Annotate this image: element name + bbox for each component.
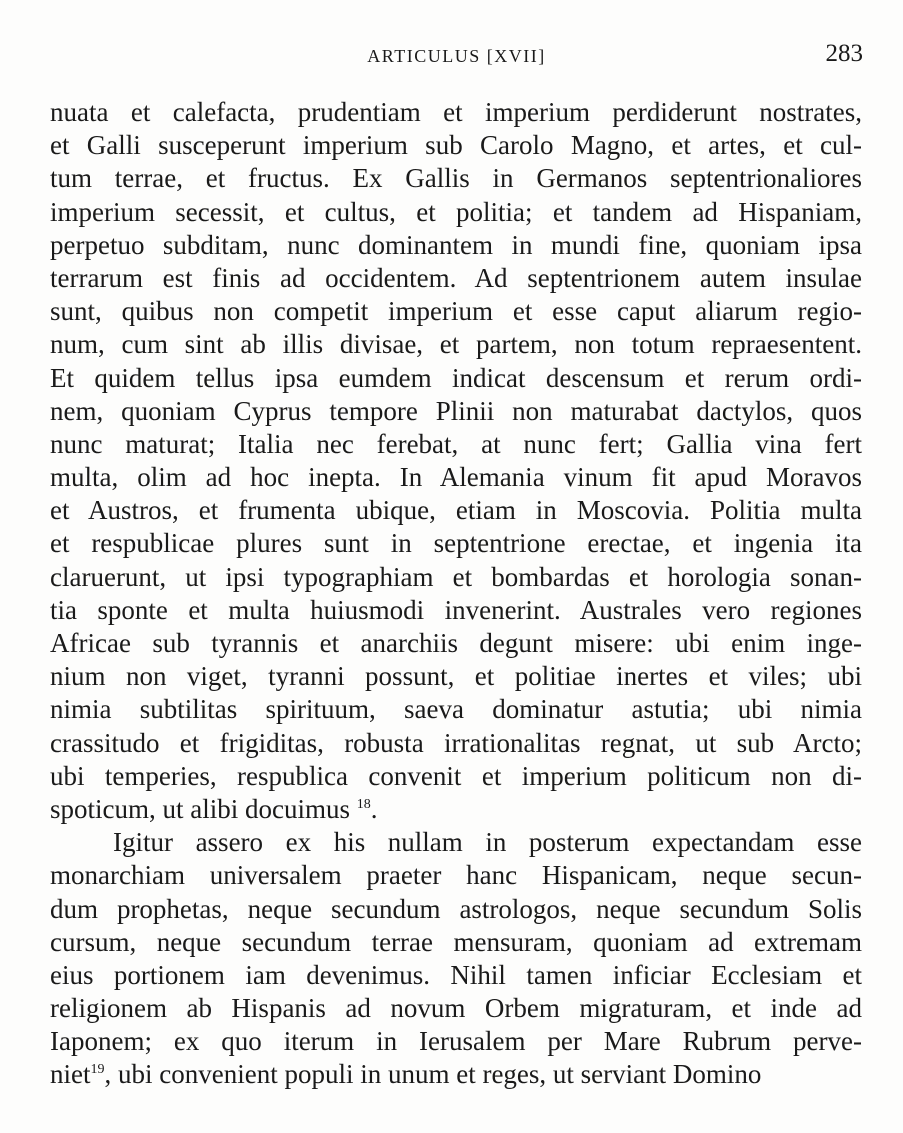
text-line: claruerunt, ut ipsi typographiam et bombardas et horologia sonan- bbox=[50, 561, 862, 592]
text-line: terrarum est finis ad occidentem. Ad septentrionem autem insulae bbox=[50, 262, 862, 293]
text-line: nium non viget, tyranni possunt, et politiae inertes et viles; ubi bbox=[50, 661, 862, 692]
text-line: tum terrae, et fructus. Ex Gallis in Germanos septentrionaliores bbox=[50, 163, 862, 194]
body-text bbox=[50, 96, 862, 1092]
text-line: et Galli susceperunt imperium sub Carolo Magno, et artes, et cul- bbox=[50, 130, 862, 161]
line-text: spoticum, ut alibi docuimus bbox=[50, 793, 350, 824]
paragraph-1 bbox=[50, 96, 862, 826]
footnote-ref-19: 19 bbox=[90, 1062, 105, 1078]
text-line: Et quidem tellus ipsa eumdem indicat descensum et rerum ordi- bbox=[50, 362, 862, 393]
text-line: et Austros, et frumenta ubique, etiam in Moscovia. Politia multa bbox=[50, 495, 862, 526]
line-rest: , ubi convenient populi in unum et reges, ut serviant Domino bbox=[104, 1059, 762, 1090]
text-line: crassitudo et frigiditas, robusta irrationalitas regnat, ut sub Arcto; bbox=[50, 727, 862, 758]
text-line-last bbox=[50, 1058, 862, 1091]
text-line: eius portionem iam devenimus. Nihil tamen inficiar Ecclesiam et bbox=[50, 959, 862, 990]
text-line-last bbox=[50, 793, 862, 826]
running-header bbox=[50, 40, 863, 70]
text-line: Africae sub tyrannis et anarchiis degunt misere: ubi enim inge- bbox=[50, 628, 862, 658]
text-line: nuata et calefacta, prudentiam et imperium perdiderunt nostrates, bbox=[50, 97, 862, 127]
footnote-ref-18: 18 bbox=[356, 796, 371, 812]
text-line: nem, quoniam Cyprus tempore Plinii non maturabat dactylos, quos bbox=[50, 395, 862, 426]
text-line: num, cum sint ab illis divisae, et partem, non totum repraesentent. bbox=[50, 329, 862, 360]
line-start: niet bbox=[50, 1059, 91, 1090]
line-end: . bbox=[370, 793, 378, 824]
text-line: et respublicae plures sunt in septentrione erectae, et ingenia ita bbox=[50, 528, 862, 559]
text-line: nimia subtilitas spirituum, saeva dominatur astutia; ubi nimia bbox=[50, 694, 862, 725]
text-line: multa, olim ad hoc inepta. In Alemania vinum fit apud Moravos bbox=[50, 462, 862, 493]
text-line: perpetuo subditam, nunc dominantem in mundi fine, quoniam ipsa bbox=[50, 229, 862, 260]
running-title: ARTICULUS [XVII] bbox=[367, 46, 546, 66]
text-line-first: Igitur assero ex his nullam in posterum expectandam esse bbox=[113, 827, 862, 858]
text-line: Iaponem; ex quo iterum in Ierusalem per Mare Rubrum perve- bbox=[50, 1026, 862, 1057]
text-line: nunc maturat; Italia nec ferebat, at nunc fert; Gallia vina fert bbox=[50, 428, 862, 459]
text-line: tia sponte et multa huiusmodi invenerint. Australes vero regiones bbox=[50, 594, 862, 625]
paragraph-2 bbox=[50, 826, 862, 1092]
text-line: religionem ab Hispanis ad novum Orbem migraturam, et inde ad bbox=[50, 993, 862, 1024]
text-line: cursum, neque secundum terrae mensuram, quoniam ad extremam bbox=[50, 926, 862, 957]
text-line: imperium secessit, et cultus, et politia; et tandem ad Hispaniam, bbox=[50, 196, 862, 227]
text-line: monarchiam universalem praeter hanc Hispanicam, neque secun- bbox=[50, 860, 862, 891]
page-number: 283 bbox=[825, 40, 863, 67]
text-line: sunt, quibus non competit imperium et esse caput aliarum regio- bbox=[50, 296, 862, 327]
text-line: dum prophetas, neque secundum astrologos, neque secundum Solis bbox=[50, 893, 862, 924]
text-line: ubi temperies, respublica convenit et imperium politicum non di- bbox=[50, 760, 862, 791]
